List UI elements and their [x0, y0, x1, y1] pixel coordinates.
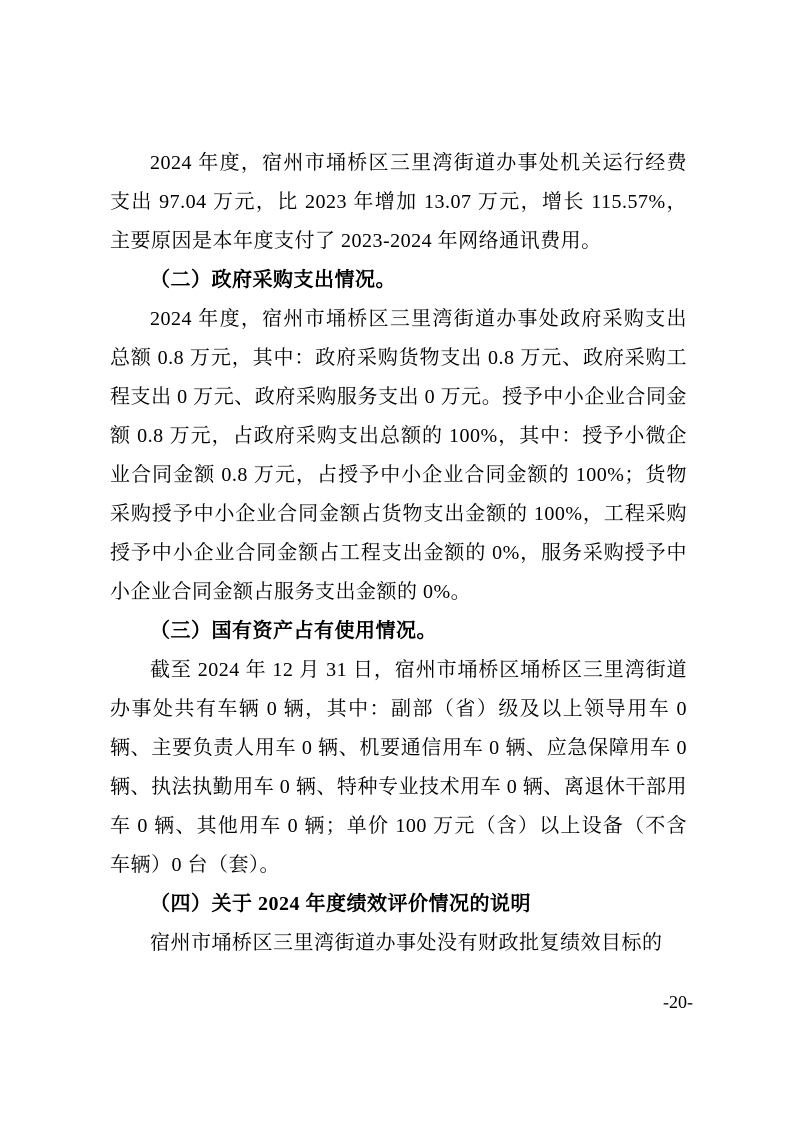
paragraph-performance-evaluation: 宿州市埇桥区三里湾街道办事处没有财政批复绩效目标的 — [150, 932, 663, 954]
page-footer — [663, 992, 693, 1012]
heading-government-procurement: （二）政府采购支出情况。 — [150, 269, 396, 291]
document-content — [110, 144, 687, 963]
heading-performance-evaluation: （四）关于 2024 年度绩效评价情况的说明 — [150, 893, 531, 915]
page-number: -20- — [663, 992, 693, 1012]
heading-state-owned-assets: （三）国有资产占有使用情况。 — [150, 620, 437, 642]
paragraph-operating-expenses: 2024 年度，宿州市埇桥区三里湾街道办事处机关运行经费支出 97.04 万元，比 2023 年增加 13.07 万元，增长 115.57%，主要原因是本年度支付了 2023-2024 年网络通讯费用。 — [110, 152, 687, 252]
paragraph-state-owned-assets: 截至 2024 年 12 月 31 日，宿州市埇桥区埇桥区三里湾街道办事处共有车辆 0 辆，其中：副部（省）级及以上领导用车 0 辆、主要负责人用车 0 辆、机要通信用车 0 辆、应急保障用车 0 辆、执法执勤用车 0 辆、特种专业技术用车 0 辆、离退休干部用车 0 辆、其他用车 0 辆；单价 100 万元（含）以上设备（不含车辆）0 台（套）。 — [110, 659, 687, 876]
paragraph-government-procurement: 2024 年度，宿州市埇桥区三里湾街道办事处政府采购支出总额 0.8 万元，其中：政府采购货物支出 0.8 万元、政府采购工程支出 0 万元、政府采购服务支出 0 万元。授予中小企业合同金额 0.8 万元，占政府采购支出总额的 100%，其中：授予小微企业合同金额 0.8 万元，占授予中小企业合同金额的 100%；货物采购授予中小企业合同金额占货物支出金额的 100%，工程采购授予中小企业合同金额占工程支出金额的 0%，服务采购授予中小企业合同金额占服务支出金额的 0%。 — [110, 308, 687, 603]
